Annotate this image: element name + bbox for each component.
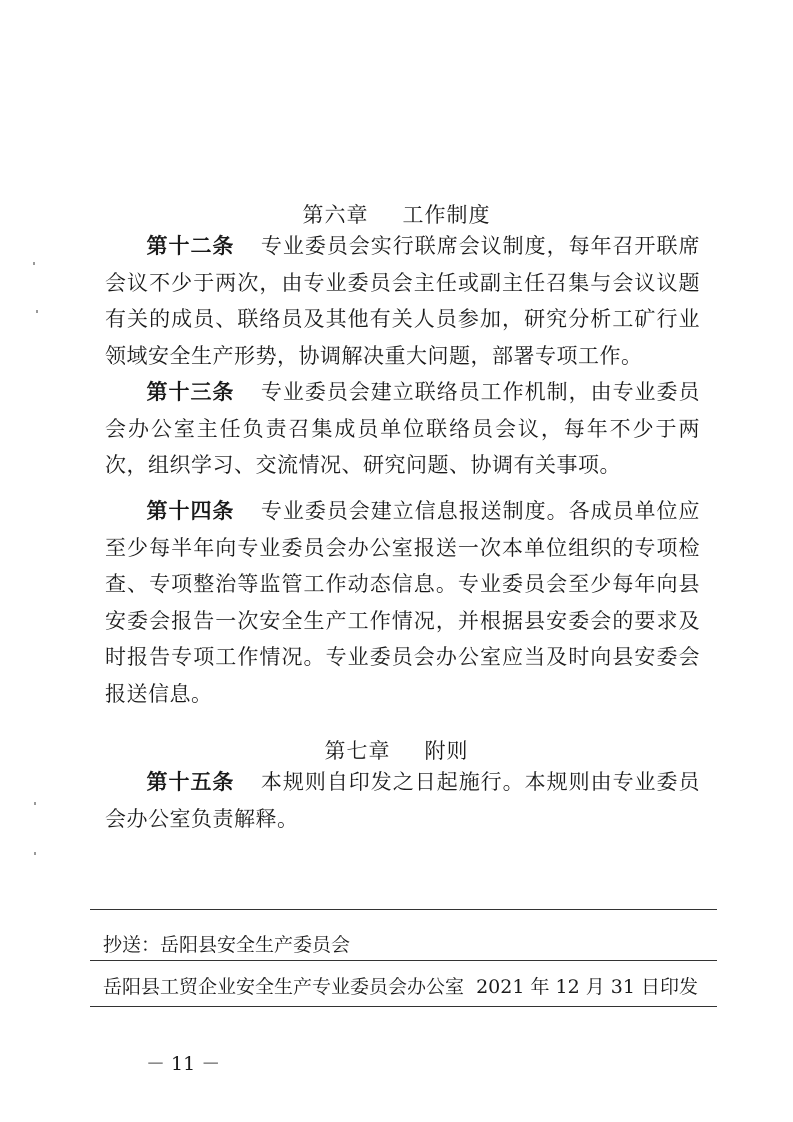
footer-top-rule: [90, 909, 717, 910]
article-12-text: 专业委员会实行联席会议制度，每年召开联席会议不少于两次，由专业委员会主任或副主任召集与会议议题有关的成员、联络员及其他有关人员参加，研究分析工矿行业领域安全生产形势，协调解决重大问题，部署专项工作。: [105, 234, 701, 368]
article-15-label: 第十五条: [146, 770, 235, 794]
article-15-text: 本规则自印发之日起施行。本规则由专业委员会办公室负责解释。: [105, 770, 701, 831]
footer-middle-rule: [90, 960, 717, 961]
chapter-6-number: 第六章: [302, 203, 369, 227]
page-number: － 11 －: [146, 1053, 221, 1075]
article-14-label: 第十四条: [146, 499, 235, 523]
chapter-7-number: 第七章: [324, 739, 391, 763]
issue-date: 2021 年 12 月 31 日印发: [476, 976, 698, 998]
footer-bottom-rule: [90, 1006, 717, 1007]
scan-speck: [34, 802, 36, 805]
chapter-7-title: 附则: [424, 739, 469, 763]
article-15: [105, 764, 700, 837]
chapter-6-heading: [0, 199, 793, 229]
article-14-text: 专业委员会建立信息报送制度。各成员单位应至少每半年向专业委员会办公室报送一次本单位组织的专项检查、专项整治等监管工作动态信息。专业委员会至少每年向县安委会报告一次安全生产工作情况，并根据县安委会的要求及时报告专项工作情况。专业委员会办公室应当及时向县安委会报送信息。: [105, 499, 701, 706]
article-12: [105, 228, 700, 374]
chapter-7-heading: [0, 735, 793, 765]
issuer: 岳阳县工贸企业安全生产专业委员会办公室: [103, 976, 465, 998]
article-12-label: 第十二条: [146, 234, 235, 258]
scan-speck: [33, 262, 35, 265]
article-13-text: 专业委员会建立联络员工作机制，由专业委员会办公室主任负责召集成员单位联络员会议，每年不少于两次，组织学习、交流情况、研究问题、协调有关事项。: [105, 380, 701, 477]
cc-line: 抄送：岳阳县安全生产委员会: [103, 934, 351, 956]
article-13: [105, 374, 700, 484]
scan-speck: [34, 852, 36, 855]
scan-speck: [36, 310, 38, 313]
article-13-label: 第十三条: [146, 380, 235, 404]
article-14: [105, 493, 700, 712]
chapter-6-title: 工作制度: [402, 203, 491, 227]
